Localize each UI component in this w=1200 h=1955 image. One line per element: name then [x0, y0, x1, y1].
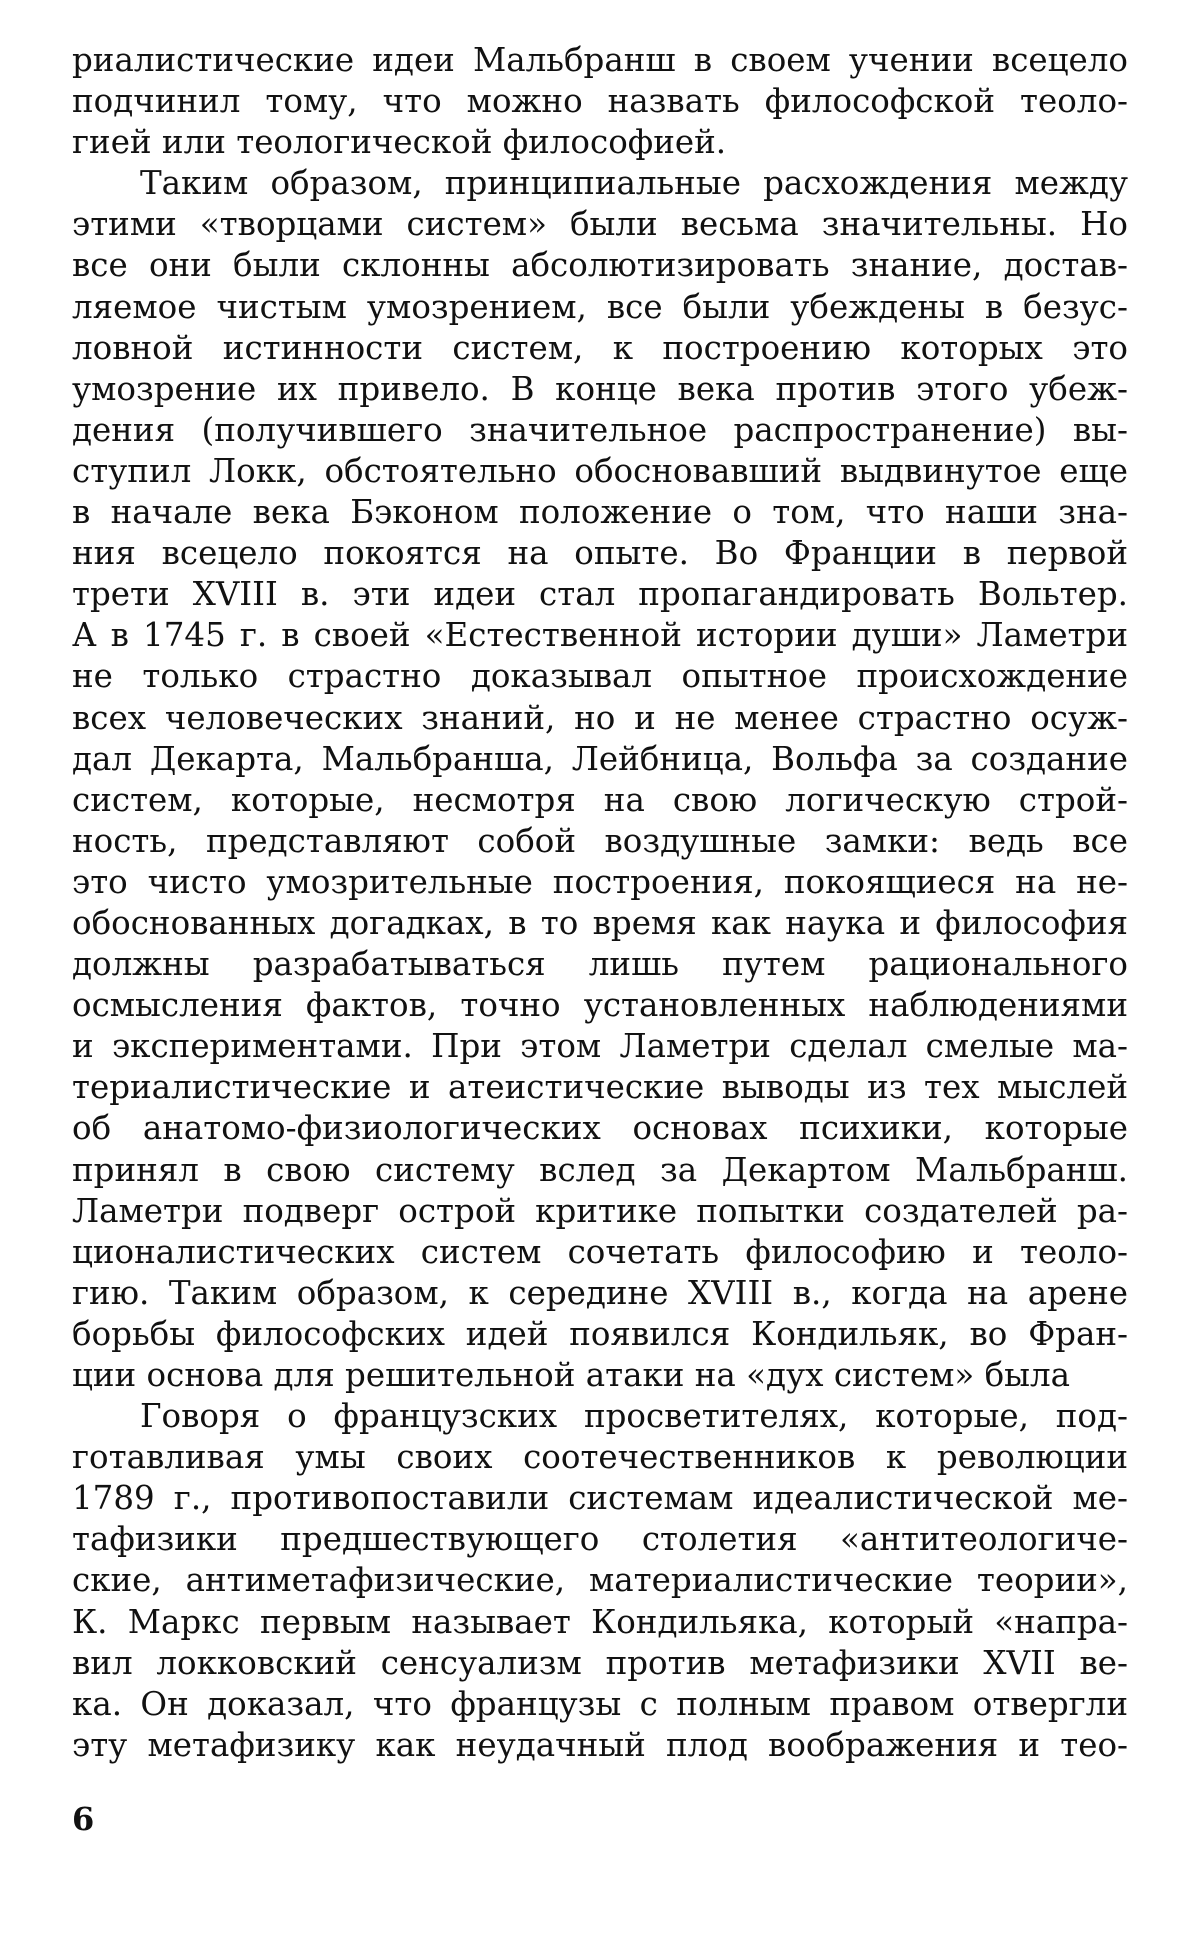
text-line: этими «творцами систем» были весьма значительны. Но	[72, 205, 1128, 244]
page-number: 6	[72, 1800, 95, 1838]
text-line: подчинил тому, что можно назвать философской теоло-	[72, 82, 1128, 121]
text-line: териалистические и атеистические выводы из тех мыслей	[72, 1068, 1128, 1107]
text-line: ловной истинности систем, к построению которых это	[72, 328, 1128, 367]
text-line: Говоря о французских просветителях, которые, под-	[140, 1397, 1128, 1436]
text-line: принял в свою систему вслед за Декартом Мальбранш.	[72, 1150, 1128, 1189]
text-line: систем, которые, несмотря на свою логическую строй-	[72, 780, 1128, 819]
text-line: Ламетри подверг острой критике попытки создателей ра-	[72, 1191, 1128, 1230]
text-line: ские, антиметафизические, материалистические теории»,	[72, 1561, 1128, 1600]
text-line: гию. Таким образом, к середине XVIII в., когда на арене	[72, 1273, 1128, 1312]
text-line: дения (получившего значительное распространение) вы-	[72, 410, 1128, 449]
page-body-text	[72, 40, 1128, 1766]
text-line: ционалистических систем сочетать философию и теоло-	[72, 1232, 1128, 1271]
text-line: умозрение их привело. В конце века против этого убеж-	[72, 369, 1128, 408]
text-line: борьбы философских идей появился Кондильяк, во Фран-	[72, 1314, 1128, 1353]
text-line: ляемое чистым умозрением, все были убеждены в безус-	[72, 287, 1128, 326]
text-line: эту метафизику как неудачный плод воображения и тео-	[72, 1725, 1128, 1764]
text-line: не только страстно доказывал опытное происхождение	[72, 657, 1128, 696]
text-line: А в 1745 г. в своей «Естественной истории души» Ламетри	[72, 616, 1128, 655]
text-line: ции основа для решительной атаки на «дух систем» была	[72, 1356, 1071, 1394]
text-line: все они были склонны абсолютизировать знание, достав-	[72, 246, 1128, 285]
text-line: трети XVIII в. эти идеи стал пропагандировать Вольтер.	[72, 575, 1128, 614]
text-line: и экспериментами. При этом Ламетри сделал смелые ма-	[72, 1027, 1128, 1066]
text-line: осмысления фактов, точно установленных наблюдениями	[72, 986, 1128, 1025]
text-line: обоснованных догадках, в то время как наука и философия	[72, 903, 1128, 942]
text-line: гией или теологической философией.	[72, 123, 727, 162]
text-line: об анатомо-физиологических основах психики, которые	[72, 1109, 1128, 1148]
text-line: 1789 г., противопоставили системам идеалистической ме-	[72, 1479, 1128, 1518]
text-line: ступил Локк, обстоятельно обосновавший выдвинутое еще	[72, 451, 1128, 490]
text-line: вил локковский сенсуализм против метафизики XVII ве-	[72, 1643, 1128, 1682]
text-line: К. Маркс первым называет Кондильяка, который «напра-	[72, 1602, 1128, 1641]
text-line: в начале века Бэконом положение о том, что наши зна-	[72, 493, 1128, 532]
text-line: это чисто умозрительные построения, покоящиеся на не-	[72, 862, 1128, 901]
text-line: ния всецело покоятся на опыте. Во Франции в первой	[72, 534, 1128, 573]
text-line: тафизики предшествующего столетия «антитеологиче-	[72, 1520, 1128, 1559]
text-line: ка. Он доказал, что французы с полным правом отвергли	[72, 1684, 1128, 1723]
text-line: риалистические идеи Мальбранш в своем учении всецело	[72, 41, 1128, 79]
text-line: дал Декарта, Мальбранша, Лейбница, Вольфа за создание	[72, 739, 1128, 778]
text-line: должны разрабатываться лишь путем рационального	[72, 945, 1128, 984]
text-line: ность, представляют собой воздушные замки: ведь все	[72, 821, 1128, 860]
text-line: всех человеческих знаний, но и не менее страстно осуж-	[72, 698, 1128, 737]
text-line: Таким образом, принципиальные расхождения между	[140, 164, 1128, 203]
text-line: готавливая умы своих соотечественников к революции	[72, 1438, 1128, 1477]
